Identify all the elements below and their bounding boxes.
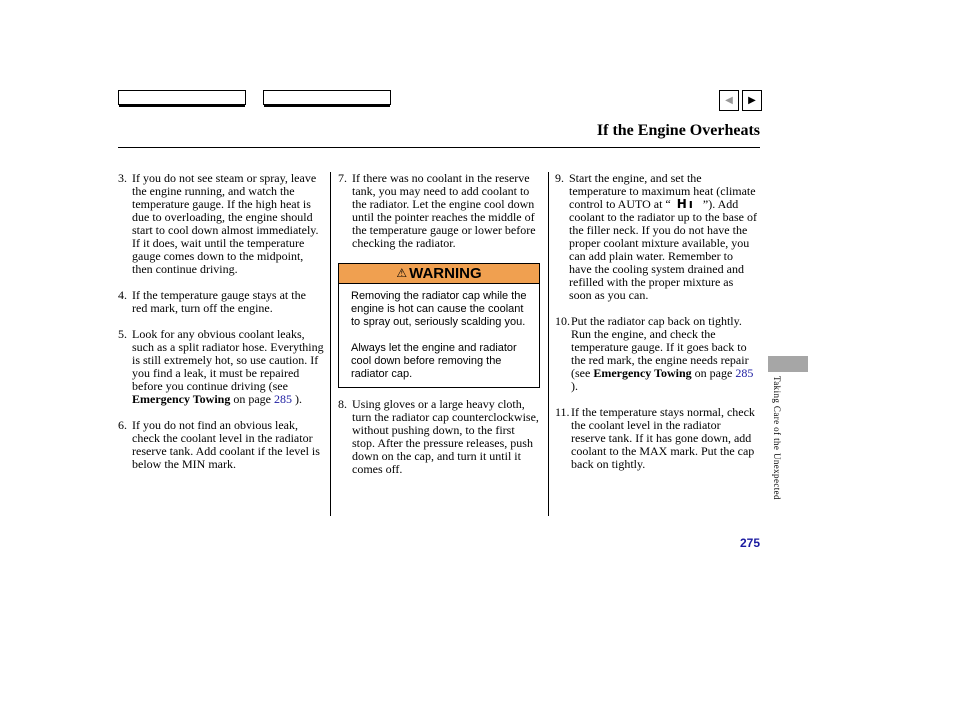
step-number: 5. xyxy=(118,327,127,341)
step-number: 4. xyxy=(118,288,127,302)
step-number: 9. xyxy=(555,171,564,185)
arrow-left-icon: ◀ xyxy=(725,94,733,106)
step-number: 7. xyxy=(338,171,347,185)
column-divider xyxy=(330,172,331,516)
step-text xyxy=(569,172,758,302)
nav-tab-1[interactable] xyxy=(118,90,246,105)
step-text: If you do not see steam or spray, leave the engine running, and watch the temperature gauge. If the high heat is due to overloading, the engine should start to cool down almost immediately. If it does, wait until the temperature gauge comes down to the midpoint, then continue driving. xyxy=(132,171,319,276)
page-number: 275 xyxy=(739,536,760,550)
header-rule xyxy=(118,147,760,148)
step-text xyxy=(132,328,324,406)
step-3 xyxy=(118,172,324,276)
warning-box xyxy=(338,263,540,388)
warning-triangle-icon: ⚠ xyxy=(396,266,408,280)
step-number: 6. xyxy=(118,418,127,432)
step-text: If you do not find an obvious leak, check the coolant level in the radiator reserve tank. Add coolant if the level is below the MIN mark. xyxy=(132,418,320,471)
previous-page-button[interactable] xyxy=(719,90,739,111)
step-text-part: ). xyxy=(571,379,578,393)
step-4 xyxy=(118,289,324,315)
section-tab[interactable] xyxy=(768,356,808,372)
next-page-button[interactable] xyxy=(742,90,762,111)
step-number: 3. xyxy=(118,171,127,185)
step-7 xyxy=(338,172,540,250)
section-label: Taking Care of the Unexpected xyxy=(772,376,782,500)
step-text: Using gloves or a large heavy cloth, turn the radiator cap counterclockwise, without pushing down, to the first stop. After the pressure releases, push down on the cap, and turn it until it comes off. xyxy=(352,397,539,476)
page-title: If the Engine Overheats xyxy=(596,122,760,139)
emergency-towing-ref: Emergency Towing xyxy=(132,392,231,406)
arrow-right-icon: ▶ xyxy=(748,94,756,106)
step-number: 10. xyxy=(555,314,570,328)
step-8 xyxy=(338,398,540,476)
step-text-part: Look for any obvious coolant leaks, such as a split radiator hose. Everything is still extremely hot, so use caution. If you find a leak, it must be repaired before you continue driving (see xyxy=(132,327,324,393)
warning-header xyxy=(339,264,539,284)
emergency-towing-ref: Emergency Towing xyxy=(593,366,692,380)
step-text-part: Start the engine, and set the temperature to maximum heat (climate control to AUTO at “ xyxy=(569,171,756,211)
warning-body xyxy=(339,284,539,387)
step-text: If the temperature gauge stays at the red mark, turn off the engine. xyxy=(132,288,306,315)
step-number: 11. xyxy=(555,405,570,419)
step-text-part: on page xyxy=(230,392,274,406)
step-text xyxy=(571,315,758,393)
nav-tab-2[interactable] xyxy=(263,90,391,105)
column-1 xyxy=(118,172,324,484)
step-6 xyxy=(118,419,324,471)
step-11 xyxy=(555,406,758,471)
column-2 xyxy=(338,172,540,489)
step-text-part: Put the radiator cap back on tightly. Run the engine, and check the temperature gauge. If it goes back to the red mark, the engine needs repair (see xyxy=(571,314,749,380)
page-link-285[interactable]: 285 xyxy=(735,366,754,380)
step-text: If the temperature stays normal, check the coolant level in the radiator reserve tank. If it has gone down, add coolant to the MAX mark. Put the cap back on tightly. xyxy=(571,405,755,471)
column-divider xyxy=(548,172,549,516)
step-10 xyxy=(555,315,758,393)
warning-paragraph: Removing the radiator cap while the engine is hot can cause the coolant to spray out, seriously scalding you. xyxy=(351,290,527,328)
step-text-part: ). xyxy=(292,392,302,406)
warning-paragraph: Always let the engine and radiator cool down before removing the radiator cap. xyxy=(351,342,517,380)
max-heat-symbol-icon: Hı xyxy=(676,197,695,211)
column-3 xyxy=(555,172,758,484)
step-9 xyxy=(555,172,758,302)
step-5 xyxy=(118,328,324,406)
step-text-part: on page xyxy=(691,366,736,380)
step-number: 8. xyxy=(338,397,347,411)
step-text-part: ”). Add coolant to the radiator up to the base of the filler neck. If you do not have the proper coolant mixture available, you can add plain water. Remember to have the cooling system drained and refilled with the proper mixture as soon as you can. xyxy=(569,197,757,302)
step-text: If there was no coolant in the reserve tank, you may need to add coolant to the radiator. Let the engine cool down until the pointer reaches the middle of the temperature gauge or lower before checking the radiator. xyxy=(352,171,536,250)
warning-heading: WARNING xyxy=(409,265,482,282)
page-link-285[interactable]: 285 xyxy=(274,392,292,406)
